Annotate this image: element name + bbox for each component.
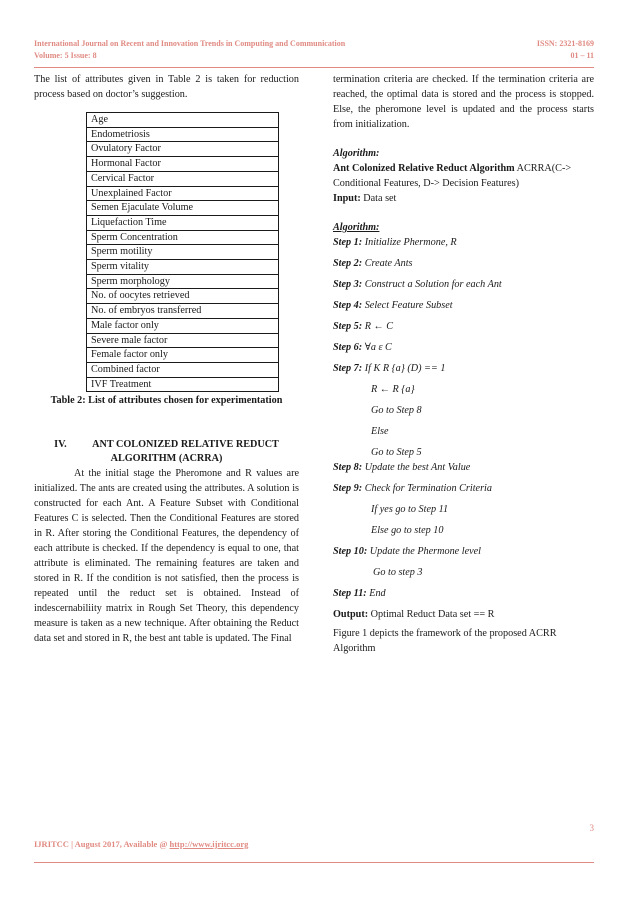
attribute-cell: Sperm Concentration: [87, 230, 279, 245]
attribute-cell: Semen Ejaculate Volume: [87, 201, 279, 216]
attribute-cell: Ovulatory Factor: [87, 142, 279, 157]
right-column: [333, 72, 594, 656]
step-11: Step 11: End: [333, 588, 386, 599]
algorithm-step: Step 1: Initialize Phermone, R: [333, 237, 457, 248]
volume-issue: Volume: 5 Issue: 8: [34, 51, 97, 60]
algorithm-name: Ant Colonized Relative Reduct Algorithm ACRRA(C-> Conditional Features, D-> Decision Features): [333, 163, 572, 189]
attribute-cell: Age: [87, 113, 279, 128]
attribute-cell: Liquefaction Time: [87, 215, 279, 230]
table-row: [87, 127, 279, 142]
step-10: Step 10: Update the Phermone level: [333, 546, 481, 557]
section-heading: [34, 438, 299, 466]
table-row: [87, 289, 279, 304]
algorithm-label: Algorithm:: [333, 148, 380, 159]
table-row: [87, 142, 279, 157]
attribute-cell: Sperm vitality: [87, 260, 279, 275]
algorithm-substep: Else: [371, 426, 389, 437]
header-left: [34, 38, 345, 62]
section-title-line2: ALGORITHM (ACRRA): [110, 453, 223, 465]
attribute-cell: Endometriosis: [87, 127, 279, 142]
attribute-cell: Unexplained Factor: [87, 186, 279, 201]
table-row: [87, 274, 279, 289]
table-row: [87, 362, 279, 377]
algorithm-steps: [333, 235, 594, 376]
table-row: [87, 186, 279, 201]
step7-substeps: [333, 382, 594, 460]
attribute-cell: Sperm motility: [87, 245, 279, 260]
algorithm-substep: Else go to step 10: [371, 525, 444, 536]
page-number: 3: [589, 823, 594, 833]
table-row: [87, 201, 279, 216]
section-title-line1: ANT COLONIZED RELATIVE REDUCT: [92, 439, 279, 451]
footer-divider: [34, 862, 594, 863]
journal-name: International Journal on Recent and Innovation Trends in Computing and Communication: [34, 39, 346, 48]
algorithm-step: Step 4: Select Feature Subset: [333, 300, 453, 311]
attribute-cell: Cervical Factor: [87, 171, 279, 186]
attribute-cell: No. of oocytes retrieved: [87, 289, 279, 304]
step9-substeps: [333, 502, 594, 538]
footer-text: IJRITCC | August 2017, Available @: [34, 839, 170, 849]
algorithm-steps-label: Algorithm:: [333, 222, 380, 233]
table-row: [87, 171, 279, 186]
journal-link[interactable]: http://www.ijritcc.org: [169, 839, 249, 849]
table-row: [87, 113, 279, 128]
attribute-cell: Severe male factor: [87, 333, 279, 348]
algorithm-substep: If yes go to Step 11: [371, 504, 449, 515]
page-range: 01 – 11: [570, 51, 594, 60]
attribute-cell: Sperm morphology: [87, 274, 279, 289]
table-row: [87, 318, 279, 333]
algorithm-step: Step 7: If K R {a} (D) == 1: [333, 363, 446, 374]
step10-substep: Go to step 3: [373, 567, 423, 578]
algorithm-substep: Go to Step 5: [371, 447, 422, 458]
attribute-cell: Female factor only: [87, 348, 279, 363]
algorithm-step: Step 9: Check for Termination Criteria: [333, 483, 492, 494]
table-row: [87, 215, 279, 230]
issn: ISSN: 2321-8169: [536, 39, 594, 48]
section-number: IV.: [54, 439, 67, 451]
table-caption: Table 2: List of attributes chosen for experimentation: [50, 395, 283, 407]
algorithm-step: Step 5: R ← C: [333, 321, 394, 332]
table-row: [87, 245, 279, 260]
page-footer: [34, 839, 248, 849]
header-divider: [34, 67, 594, 68]
attribute-cell: Combined factor: [87, 362, 279, 377]
algorithm-substep: Go to Step 8: [371, 405, 422, 416]
table-row: [87, 304, 279, 319]
figure-reference: Figure 1 depicts the framework of the proposed ACRR Algorithm: [333, 628, 557, 654]
table-row: [87, 377, 279, 392]
algorithm-steps-2: [333, 460, 594, 496]
attribute-cell: Male factor only: [87, 318, 279, 333]
algorithm-step: Step 2: Create Ants: [333, 258, 413, 269]
algorithm-output: Output: Optimal Reduct Data set == R: [333, 609, 495, 620]
attribute-cell: Hormonal Factor: [87, 157, 279, 172]
table-row: [87, 260, 279, 275]
section-body: At the initial stage the Pheromone and R values are initialized. The ants are created using the attributes. A solution is constructed for each Ant. A Feature Subset with Conditional Features C is selected. Then the Conditional Features are stored in R. After storing the Conditional Features, the dependency of each attribute is checked. If the dependency is equal to one, that attribute is eliminated. The remaining features are taken and stored in R. If the condition is not satisfied, then the process is repeated until the reduct set is obtained. Instead of indescernabiliity matrix in Rough Set Theory, this dependency measure is taken as a new technique. After obtaining the Reduct data set and stored in R, the best ant table is updated. The Final: [34, 468, 299, 645]
attribute-cell: No. of embryos transferred: [87, 304, 279, 319]
algorithm-input: Input: Data set: [333, 193, 397, 204]
header-right: [537, 38, 594, 62]
attribute-cell: IVF Treatment: [87, 377, 279, 392]
algorithm-step: Step 3: Construct a Solution for each Ant: [333, 279, 502, 290]
algorithm-substep: R ← R {a}: [371, 384, 415, 395]
attributes-table: [86, 112, 279, 392]
continued-paragraph: termination criteria are checked. If the termination criteria are reached, the optimal data is stored and the process is stopped. Else, the pheromone level is updated and the process starts from initialization.: [333, 74, 594, 130]
left-column: [34, 72, 299, 646]
table-row: [87, 348, 279, 363]
algorithm-step: Step 6: ∀a ε C: [333, 342, 392, 353]
intro-paragraph: The list of attributes given in Table 2 is taken for reduction process based on doctor’s suggestion.: [34, 74, 299, 100]
table-row: [87, 157, 279, 172]
table-row: [87, 333, 279, 348]
algorithm-step: Step 8: Update the best Ant Value: [333, 462, 471, 473]
table-row: [87, 230, 279, 245]
